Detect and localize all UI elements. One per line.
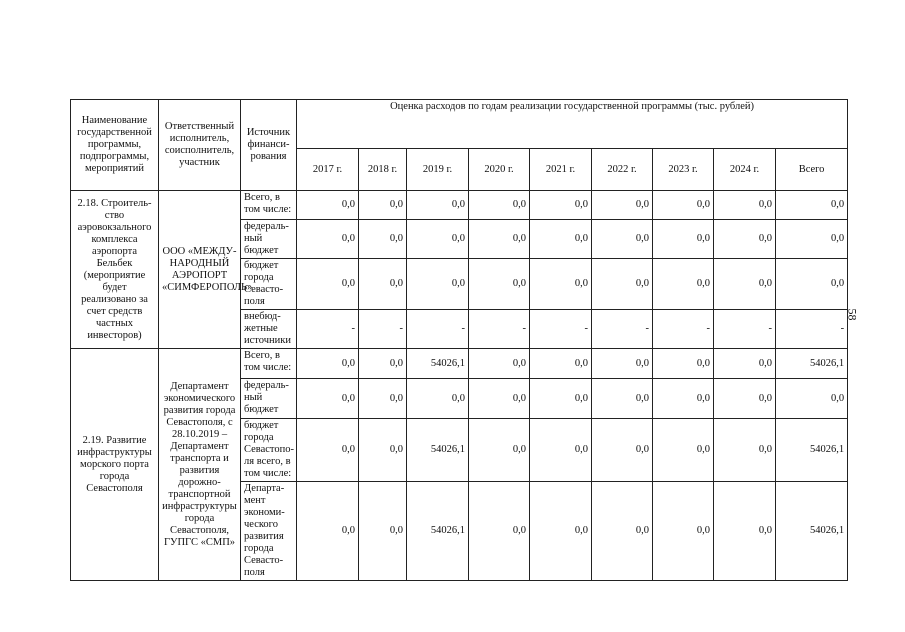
cost-cell: 0,0 — [359, 220, 407, 259]
cost-cell: 0,0 — [297, 259, 359, 310]
cost-cell: 0,0 — [530, 220, 592, 259]
total-cell: 0,0 — [776, 379, 848, 419]
funding-source: Всего, в том числе: — [241, 349, 297, 379]
cost-cell: - — [297, 310, 359, 349]
funding-source: бюджет города Севасто-поля — [241, 259, 297, 310]
cost-cell: - — [653, 310, 714, 349]
cost-cell: 0,0 — [653, 419, 714, 482]
total-cell: 54026,1 — [776, 349, 848, 379]
cost-cell: 0,0 — [653, 379, 714, 419]
cost-cell: - — [714, 310, 776, 349]
cost-cell: 0,0 — [530, 191, 592, 220]
responsible-executor: ООО «МЕЖДУ-НАРОДНЫЙ АЭРОПОРТ «СИМФЕРОПОЛЬ» — [159, 191, 241, 349]
cost-cell: 0,0 — [714, 379, 776, 419]
total-cell: 0,0 — [776, 220, 848, 259]
funding-source: федераль-ный бюджет — [241, 379, 297, 419]
header-row-1 — [71, 100, 848, 149]
cost-cell: 0,0 — [530, 379, 592, 419]
total-cell: 0,0 — [776, 191, 848, 220]
cost-cell: 54026,1 — [407, 349, 469, 379]
cost-cell: 0,0 — [469, 379, 530, 419]
cost-cell: 0,0 — [297, 220, 359, 259]
cost-cell: - — [592, 310, 653, 349]
cost-cell: 0,0 — [530, 349, 592, 379]
cost-cell: 0,0 — [297, 419, 359, 482]
cost-cell: 0,0 — [359, 379, 407, 419]
total-header: Всего — [776, 149, 848, 191]
cost-cell: 0,0 — [530, 482, 592, 581]
cost-cell: 0,0 — [592, 419, 653, 482]
cost-cell: 0,0 — [653, 220, 714, 259]
budget-table — [70, 99, 848, 581]
cost-cell: 0,0 — [592, 191, 653, 220]
cost-cell: 0,0 — [359, 419, 407, 482]
year-header: 2021 г. — [530, 149, 592, 191]
cost-cell: 54026,1 — [407, 419, 469, 482]
cost-cell: - — [530, 310, 592, 349]
cost-cell: 0,0 — [407, 259, 469, 310]
table-row — [71, 191, 848, 220]
cost-cell: 0,0 — [714, 349, 776, 379]
cost-cell: 0,0 — [653, 191, 714, 220]
cost-cell: 54026,1 — [407, 482, 469, 581]
cost-cell: 0,0 — [592, 259, 653, 310]
cost-cell: 0,0 — [469, 220, 530, 259]
col-header-source: Источник финанси-рования — [241, 100, 297, 191]
cost-cell: 0,0 — [469, 482, 530, 581]
cost-cell: 0,0 — [407, 220, 469, 259]
year-header: 2020 г. — [469, 149, 530, 191]
funding-source: Всего, в том числе: — [241, 191, 297, 220]
cost-cell: 0,0 — [714, 220, 776, 259]
cost-cell: 0,0 — [469, 419, 530, 482]
year-header: 2018 г. — [359, 149, 407, 191]
cost-cell: - — [469, 310, 530, 349]
cost-cell: - — [359, 310, 407, 349]
cost-cell: 0,0 — [407, 191, 469, 220]
cost-cell: 0,0 — [714, 191, 776, 220]
total-cell: 54026,1 — [776, 419, 848, 482]
col-header-name: Наименование государственной программы, подпрограммы, мероприятий — [71, 100, 159, 191]
col-header-cost: Оценка расходов по годам реализации государственной программы (тыс. рублей) — [297, 100, 848, 149]
funding-source: бюджет города Севастопо-ля всего, в том числе: — [241, 419, 297, 482]
cost-cell: 0,0 — [469, 349, 530, 379]
cost-cell: 0,0 — [297, 191, 359, 220]
cost-cell: 0,0 — [714, 259, 776, 310]
cost-cell: - — [407, 310, 469, 349]
responsible-executor: Департамент экономического развития города Севастополя, с 28.10.2019 – Департамент транспорта и развития дорожно-транспортной инфраструктуры города Севастополя, ГУПГС «СМП» — [159, 349, 241, 581]
cost-cell: 0,0 — [592, 349, 653, 379]
cost-cell: 0,0 — [469, 191, 530, 220]
activity-name: 2.18. Строитель-ство аэровокзального комплекса аэропорта Бельбек (мероприятие будет реализовано за счет средств частных инвесторов) — [71, 191, 159, 349]
funding-source: Департа-мент экономи-ческого развития города Севасто-поля — [241, 482, 297, 581]
cost-cell: 0,0 — [359, 259, 407, 310]
table-row — [71, 349, 848, 379]
cost-cell: 0,0 — [297, 379, 359, 419]
year-header: 2024 г. — [714, 149, 776, 191]
cost-cell: 0,0 — [359, 349, 407, 379]
year-header: 2023 г. — [653, 149, 714, 191]
cost-cell: 0,0 — [714, 419, 776, 482]
funding-source: федераль-ный бюджет — [241, 220, 297, 259]
cost-cell: 0,0 — [469, 259, 530, 310]
year-header: 2019 г. — [407, 149, 469, 191]
cost-cell: 0,0 — [592, 379, 653, 419]
cost-cell: 0,0 — [530, 259, 592, 310]
activity-name: 2.19. Развитие инфраструктуры морского порта города Севастополя — [71, 349, 159, 581]
cost-cell: 0,0 — [407, 379, 469, 419]
funding-source: внебюд-жетные источники — [241, 310, 297, 349]
col-header-responsible: Ответственный исполнитель, соисполнитель, участник — [159, 100, 241, 191]
cost-cell: 0,0 — [359, 191, 407, 220]
year-header: 2022 г. — [592, 149, 653, 191]
cost-cell: 0,0 — [297, 482, 359, 581]
cost-cell: 0,0 — [653, 349, 714, 379]
total-cell: - — [776, 310, 848, 349]
cost-cell: 0,0 — [714, 482, 776, 581]
cost-cell: 0,0 — [530, 419, 592, 482]
cost-cell: 0,0 — [359, 482, 407, 581]
total-cell: 0,0 — [776, 259, 848, 310]
year-header: 2017 г. — [297, 149, 359, 191]
page-number: 58 — [845, 308, 860, 321]
cost-cell: 0,0 — [297, 349, 359, 379]
cost-cell: 0,0 — [592, 220, 653, 259]
cost-cell: 0,0 — [592, 482, 653, 581]
cost-cell: 0,0 — [653, 259, 714, 310]
cost-cell: 0,0 — [653, 482, 714, 581]
total-cell: 54026,1 — [776, 482, 848, 581]
